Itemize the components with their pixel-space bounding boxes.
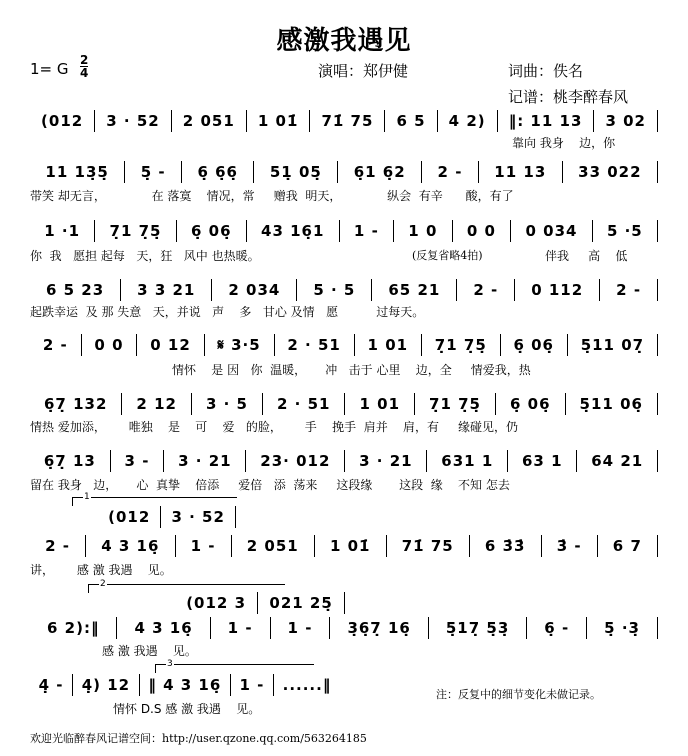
measure: 11 13̣5̣	[30, 161, 125, 183]
lyrics-line: 留在 我身 边， 心 真挚 倍添 爱倍 添 荡来 这段缘 这段 缘 不知 怎去	[30, 478, 510, 492]
lyrics-line: 靠向 我身 边，你	[512, 136, 616, 150]
measure: 3 · 21	[345, 450, 427, 472]
measure: 0 0	[453, 220, 512, 242]
annotation: 注：反复中的细节变化未做记录。	[436, 688, 601, 701]
measure: 2 -	[30, 334, 82, 356]
measure: 3 -	[111, 450, 165, 472]
measure: 6̣7̣ 132	[30, 393, 122, 415]
measure: 631 1	[427, 450, 508, 472]
measure: 1 -	[271, 617, 331, 639]
lyrics-line: 情热 爱加添， 唯独 是 可 爱 的脸， 手 挽手 肩并 肩，有 缘碰见，仍	[30, 420, 519, 434]
lyrics-line: 情怀 是 因 你 温暖， 冲 击于 心里 边，全 情爱我，热	[172, 363, 531, 377]
measure: 2 051	[232, 535, 315, 557]
measure: (012	[98, 506, 161, 528]
measure: 51̣ 05̣	[254, 161, 338, 183]
measure: 3 3 21	[121, 279, 212, 301]
volta-number: 2	[100, 579, 106, 589]
measure: 1 01	[355, 334, 422, 356]
measure: 1 ·1	[30, 220, 95, 242]
measure: 6̣ -	[527, 617, 587, 639]
measure: 64 21	[577, 450, 658, 472]
measure: ‖: 11 13	[498, 110, 595, 132]
measure: 1 01	[345, 393, 415, 415]
measure: 71̇ 75	[310, 110, 385, 132]
measure: 5̣ ·3̣	[587, 617, 658, 639]
measure: 6̣ 06̣	[177, 220, 247, 242]
measure: 2 -	[457, 279, 515, 301]
measure: 65 21	[372, 279, 457, 301]
staff-row	[30, 617, 658, 639]
annotation: (反复省略4拍)	[412, 249, 483, 262]
measure: 23· 012	[246, 450, 345, 472]
measure: 2 · 51	[263, 393, 345, 415]
measure: 5̣11 06̣	[566, 393, 658, 415]
measure: 1 -	[340, 220, 394, 242]
measure: 3 · 5	[192, 393, 263, 415]
measure: 1 01̇	[247, 110, 311, 132]
transcriber: 记谱：桃李醉春风	[508, 88, 629, 106]
lyrics-line: 带笑 却无言， 在 落寞 情况，常 赠我 明天， 纵会 有辛 酸，有了	[30, 189, 514, 203]
measure: 7̣1 7̣5̣	[422, 334, 501, 356]
staff-row	[30, 161, 658, 183]
measure: 6 3̇3̇	[470, 535, 542, 557]
volta-staff-row	[175, 592, 345, 614]
measure: 6̣ 06̣	[501, 334, 568, 356]
measure: 4̣ -	[30, 674, 73, 696]
measure: 𝄋 3·5	[205, 334, 275, 356]
measure: 2 034	[212, 279, 297, 301]
measure: 0 034	[511, 220, 592, 242]
staff-row	[30, 334, 658, 356]
measure: 2 -	[422, 161, 479, 183]
measure: 5̣11 07̣	[568, 334, 658, 356]
staff-row	[30, 110, 658, 132]
measure: 6 5	[385, 110, 437, 132]
time-bottom: 4	[80, 66, 89, 80]
measure: 1 01̇	[315, 535, 387, 557]
measure: 11 13	[479, 161, 563, 183]
volta-staff-row	[98, 506, 236, 528]
measure: 4 2)	[438, 110, 498, 132]
measure: 3 · 21	[164, 450, 246, 472]
measure: 0 12	[137, 334, 204, 356]
measure: 43 16̣1	[247, 220, 340, 242]
measure: 7̣1 7̣5̣	[95, 220, 176, 242]
volta-number: 3	[167, 659, 173, 669]
measure: 3 02	[594, 110, 658, 132]
measure: 6̣7̣ 13	[30, 450, 111, 472]
staff-row	[30, 674, 340, 696]
lyrics-line: 讲， 感 激 我遇 见。	[30, 563, 172, 577]
measure: 5̣ -	[125, 161, 182, 183]
measure: (012 3	[175, 592, 258, 614]
staff-row	[30, 393, 658, 415]
measure: 0 112	[515, 279, 600, 301]
measure: 6̣ 06̣	[496, 393, 566, 415]
measure: 3 · 52	[161, 506, 236, 528]
volta-number: 1	[84, 492, 90, 502]
lyrics-line: 伴我 高 低	[545, 249, 628, 263]
measure: 5 · 5	[297, 279, 372, 301]
measure: ‖ 4 3 16̣	[140, 674, 231, 696]
volta-bracket	[72, 492, 237, 506]
measure: 1 -	[231, 674, 274, 696]
measure: 7̣1 7̣5̣	[415, 393, 496, 415]
staff-row	[30, 450, 658, 472]
measure: 4 3 16̣	[117, 617, 210, 639]
measure: 4 3 16̣	[86, 535, 175, 557]
lyrics-line: 你 我 愿担 起每 天，狂 风中 也热暖。	[30, 249, 260, 263]
footer-text: 欢迎光临醉春风记谱空间：http://user.qzone.qq.com/563264185	[30, 732, 367, 745]
measure: 2 -	[30, 535, 86, 557]
measure: 63 1	[508, 450, 577, 472]
measure: 2 · 51	[275, 334, 355, 356]
lyrics-line: 起跌幸运 及 那 失意 天，并说 声 多 甘心 及情 愿 过每天。	[30, 305, 425, 319]
measure: (012	[30, 110, 95, 132]
measure: 1 -	[211, 617, 271, 639]
time-top: 2	[80, 53, 89, 67]
lyrics-line: 感 激 我遇 见。	[102, 644, 197, 658]
measure: 3 · 52	[95, 110, 172, 132]
measure: 021 25̣	[258, 592, 345, 614]
staff-row	[30, 535, 658, 557]
composer: 词曲：佚名	[508, 62, 584, 80]
measure: 1 -	[176, 535, 232, 557]
measure: ......‖	[282, 676, 332, 694]
measure: 3̣6̣7̣ 16̣	[330, 617, 428, 639]
staff-row	[30, 279, 658, 301]
measure: 71̇ 75	[387, 535, 470, 557]
lyrics-line: 情怀 D.S 感 激 我遇 见。	[113, 702, 261, 716]
measure: 6 7	[598, 535, 658, 557]
measure: 3̇ -	[542, 535, 598, 557]
singer: 演唱：郑伊健	[318, 62, 409, 80]
key-signature: 1= G	[30, 60, 69, 78]
measure: 1 0	[394, 220, 453, 242]
measure: 2 -	[600, 279, 658, 301]
time-signature	[80, 54, 88, 79]
measure: 5 ·5	[593, 220, 658, 242]
measure: 6̣ 6̣6̣	[182, 161, 254, 183]
staff-row	[30, 220, 658, 242]
measure: 5̣17̣ 5̣3̣	[429, 617, 527, 639]
measure: 6 2):‖	[30, 617, 117, 639]
measure: 4̣) 12	[73, 674, 140, 696]
measure: 33 022	[563, 161, 658, 183]
measure: 0 0	[82, 334, 138, 356]
volta-bracket	[155, 659, 314, 673]
measure: 6̣1 6̣2	[338, 161, 422, 183]
song-title: 感激我遇见	[276, 26, 412, 56]
measure: 2 12	[122, 393, 192, 415]
measure: 6 5 23	[30, 279, 121, 301]
measure: 2 051	[172, 110, 247, 132]
